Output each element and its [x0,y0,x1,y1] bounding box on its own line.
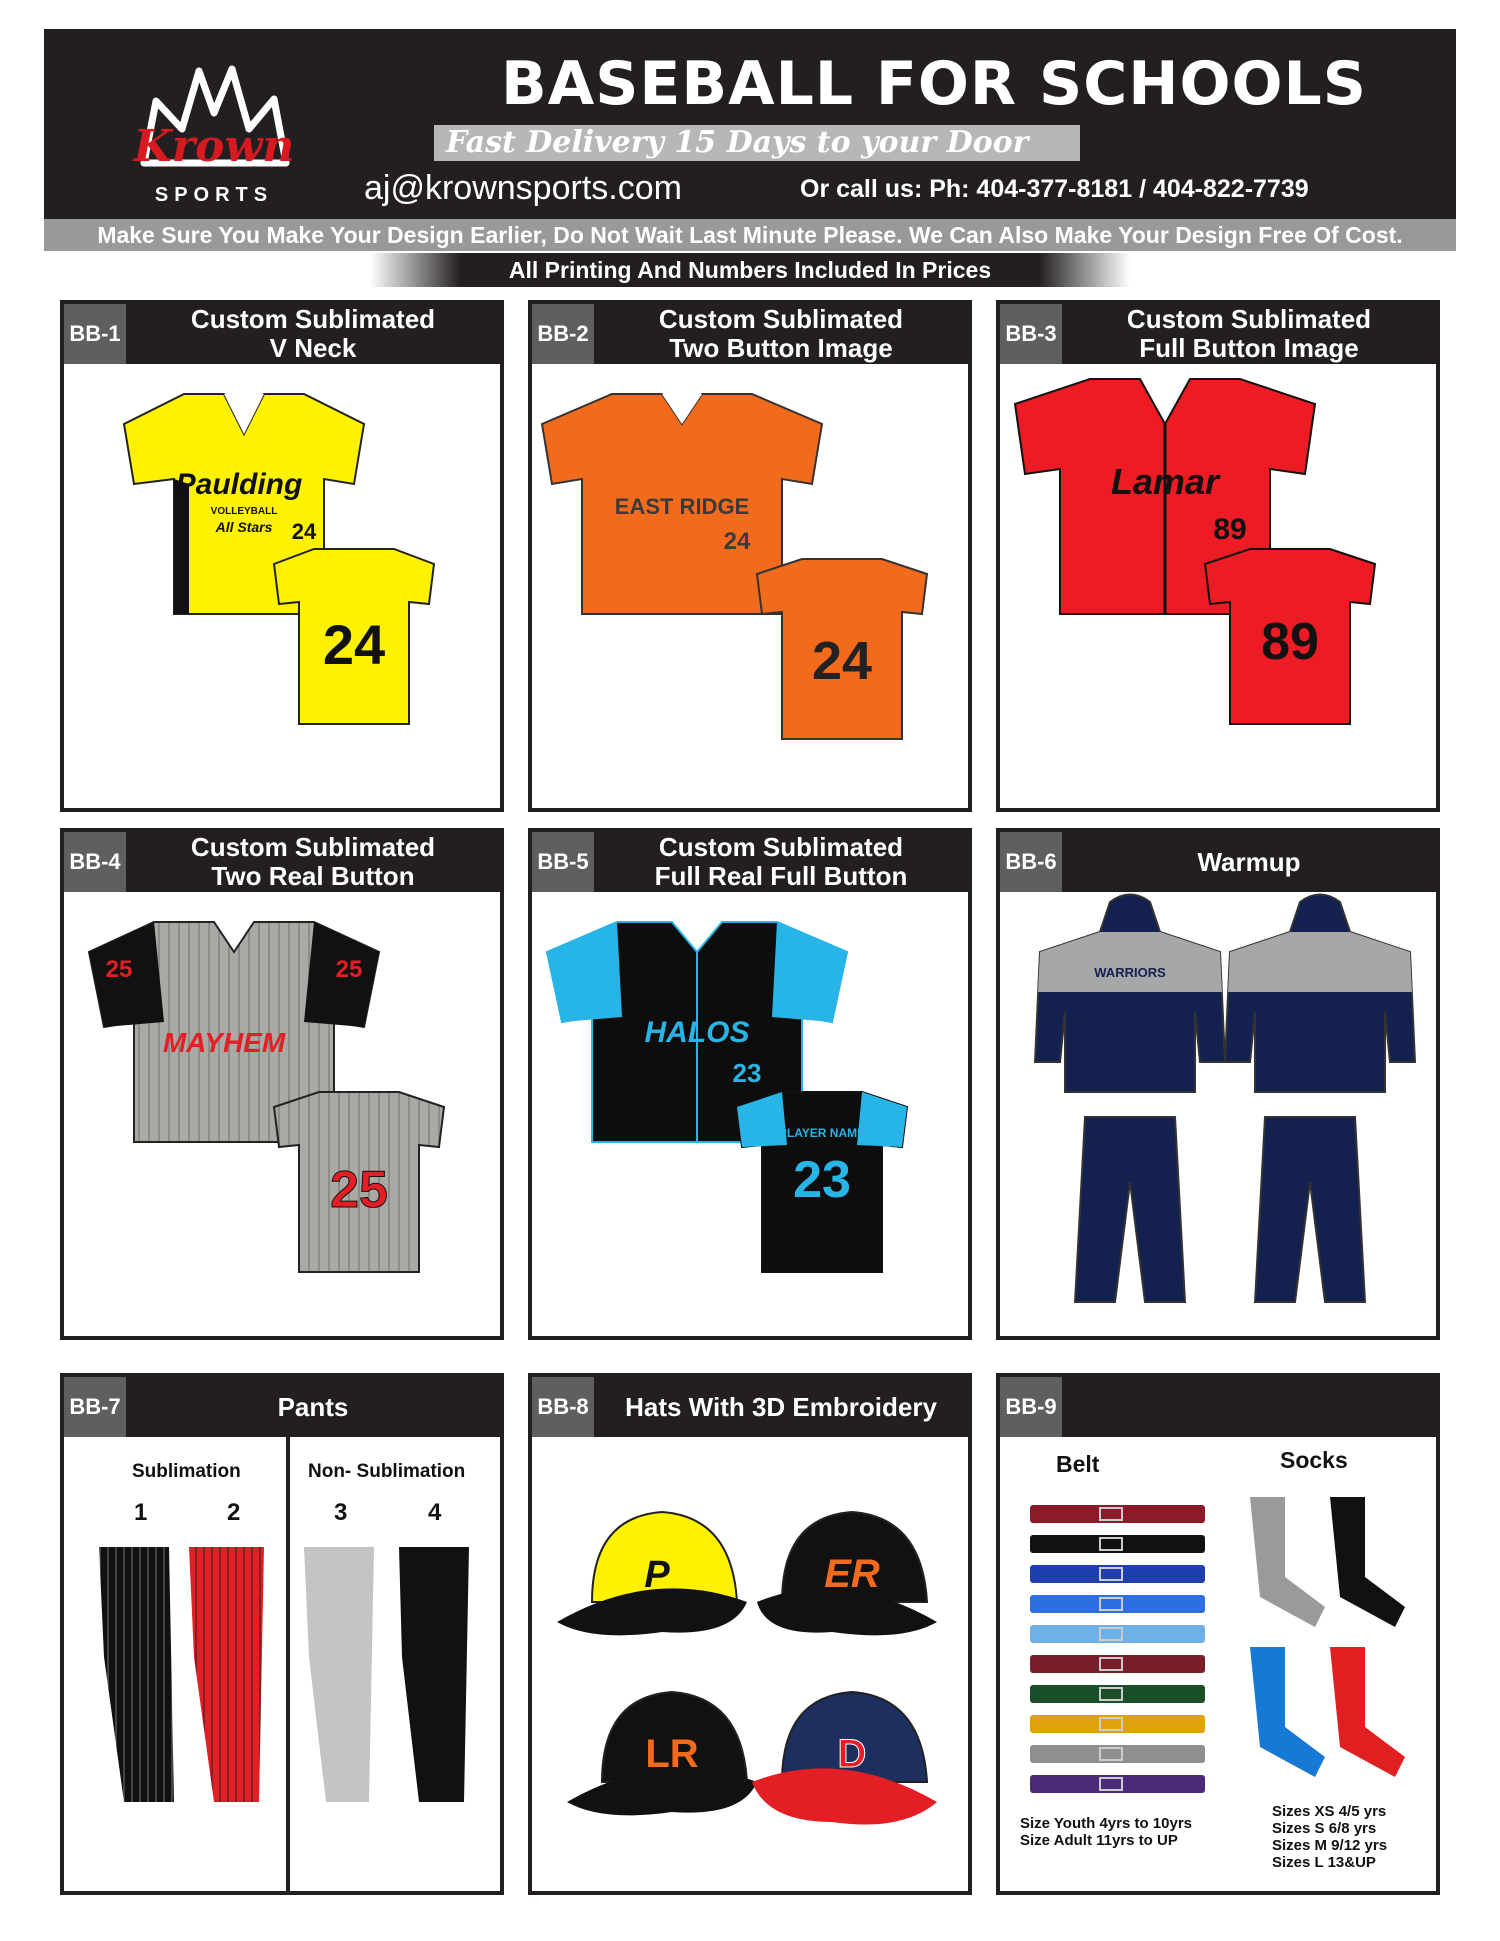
hoodie-back [1225,895,1415,1093]
title-line-1: Custom Sublimated [190,832,436,862]
front-team-text: HALOS [644,1016,750,1049]
back-number: 23 [793,1151,851,1209]
krown-sports-logo [104,51,324,221]
front-sub2-text: All Stars [215,519,273,535]
belt-sizes [1020,1815,1192,1849]
product-code: BB-1 [64,304,126,364]
belt-label: Belt [1056,1451,1100,1477]
card-header [64,1377,500,1437]
product-card-bb-7[interactable] [60,1373,504,1895]
title-line-2: Two Real Button [211,861,415,891]
non-sublimation-label: Non- Sublimation [308,1461,466,1482]
sock-sizes [1272,1803,1387,1871]
socks-image [1240,1487,1430,1807]
product-title [594,832,968,892]
sock-size-m: Sizes M 9/12 yrs [1272,1837,1388,1854]
product-title [1062,832,1436,892]
belt-size-adult: Size Adult 11yrs to UP [1020,1832,1178,1849]
back-number: 24 [811,631,873,691]
product-card-bb-4[interactable] [60,828,504,1340]
page-title: BASEBALL FOR SCHOOLS [501,49,1367,119]
title-line-1: Custom Sublimated [658,304,904,334]
notice-banner: Make Sure You Make Your Design Earlier, Do Not Wait Last Minute Please. We Can Also Make Your Design Free Of Cost. [44,219,1456,251]
sublimation-label: Sublimation [132,1461,241,1482]
title-line-1: Pants [277,1391,349,1422]
warmup-image [1000,892,1436,1336]
jersey-back [737,1092,907,1272]
socks-label: Socks [1280,1447,1348,1473]
product-code: BB-3 [1000,304,1062,364]
tagline: Fast Delivery 15 Days to your Door [434,125,1080,161]
hat-letter: D [837,1732,867,1776]
title-line-2: Full Button Image [1139,333,1359,363]
product-code: BB-7 [64,1377,126,1437]
front-number: 23 [732,1058,762,1088]
hats-image [532,1437,968,1891]
card-header [532,832,968,892]
sock-size-xs: Sizes XS 4/5 yrs [1272,1803,1387,1820]
product-code: BB-4 [64,832,126,892]
jersey-back [1205,549,1375,724]
product-title [594,304,968,364]
pant-1 [99,1547,174,1802]
hat-letter: P [644,1554,670,1596]
back-number: 89 [1261,613,1319,671]
phone-numbers: Or call us: Ph: 404-377-8181 / 404-822-7739 [800,175,1309,203]
product-card-bb-5[interactable] [528,828,972,1340]
card-header [532,1377,968,1437]
sock-size-s: Sizes S 6/8 yrs [1272,1820,1377,1837]
card-header [64,832,500,892]
pant-2 [189,1547,264,1802]
front-sub-text: VOLLEYBALL [210,506,278,517]
hat-letter: LR [645,1732,699,1776]
email-link[interactable]: aj@krownsports.com [364,169,682,207]
title-line-1: Hats With 3D Embroidery [625,1391,937,1422]
pant-number-2: 2 [227,1499,241,1526]
product-title [126,1377,500,1437]
jersey-image [64,364,500,808]
belt-size-youth: Size Youth 4yrs to 10yrs [1020,1815,1193,1832]
back-number: 25 [330,1161,388,1219]
product-code: BB-8 [532,1377,594,1437]
product-code: BB-2 [532,304,594,364]
hat-lr [567,1692,757,1815]
front-number: 89 [1213,513,1247,546]
product-card-bb-1[interactable] [60,300,504,812]
pants-image [64,1537,500,1887]
sock-gray [1250,1497,1325,1627]
brand-sub: SPORTS [154,184,274,206]
sock-size-l: Sizes L 13&UP [1272,1854,1376,1871]
title-line-2: V Neck [269,333,357,363]
belts-image [1020,1497,1220,1807]
product-card-bb-3[interactable] [996,300,1440,812]
product-title [1062,304,1436,364]
sleeve-number-right: 25 [335,956,363,983]
jersey-image [1000,364,1436,808]
product-card-bb-2[interactable] [528,300,972,812]
card-header [64,304,500,364]
product-card-bb-8[interactable] [528,1373,972,1895]
sock-blue [1250,1647,1325,1777]
front-team-text: Paulding [175,468,303,501]
front-team-text: EAST RIDGE [614,494,750,519]
title-line-2: Two Button Image [669,333,893,363]
pant-number-3: 3 [334,1499,348,1526]
back-number: 24 [322,613,386,676]
hat-d [752,1692,937,1825]
product-card-bb-6[interactable] [996,828,1440,1340]
product-code: BB-9 [1000,1377,1062,1437]
brand-name: Krown [133,121,295,172]
pants-front [1075,1117,1185,1302]
hat-letter: ER [824,1552,880,1596]
front-team-text: Lamar [1110,461,1220,502]
sock-red [1330,1647,1405,1777]
product-code: BB-5 [532,832,594,892]
jersey-back [757,559,927,739]
title-line-1: Custom Sublimated [190,304,436,334]
included-banner: All Printing And Numbers Included In Prices [370,253,1130,287]
back-player-name: PLAYER NAME [778,1126,866,1140]
card-header [1000,304,1436,364]
front-team-text: MAYHEM [162,1027,286,1058]
sleeve-number: 25 [105,956,133,983]
pant-4 [399,1547,469,1802]
card-header [1000,1377,1436,1437]
jersey-image [64,892,500,1336]
jersey-back [274,549,434,724]
jersey-image [532,892,968,1336]
product-title [126,304,500,364]
title-line-1: Warmup [1197,846,1301,877]
title-line-1: Custom Sublimated [1126,304,1372,334]
pant-3 [304,1547,374,1802]
hat-p [557,1512,747,1635]
front-number: 24 [291,519,317,544]
pants-back [1255,1117,1365,1302]
pant-number-1: 1 [134,1499,148,1526]
title-line-2: Full Real Full Button [654,861,908,891]
page-header [44,29,1456,251]
card-header [1000,832,1436,892]
hoodie-text: WARRIORS [1094,965,1166,980]
product-title [126,832,500,892]
card-header [532,304,968,364]
title-line-1: Custom Sublimated [658,832,904,862]
hat-er [757,1512,937,1635]
hoodie-front [1035,895,1225,1093]
product-code: BB-6 [1000,832,1062,892]
product-title [594,1377,968,1437]
front-number: 24 [723,528,751,555]
sock-black [1330,1497,1405,1627]
jersey-back [274,1092,444,1272]
jersey-image [532,364,968,808]
pant-number-4: 4 [428,1499,442,1526]
product-card-bb-9[interactable] [996,1373,1440,1895]
